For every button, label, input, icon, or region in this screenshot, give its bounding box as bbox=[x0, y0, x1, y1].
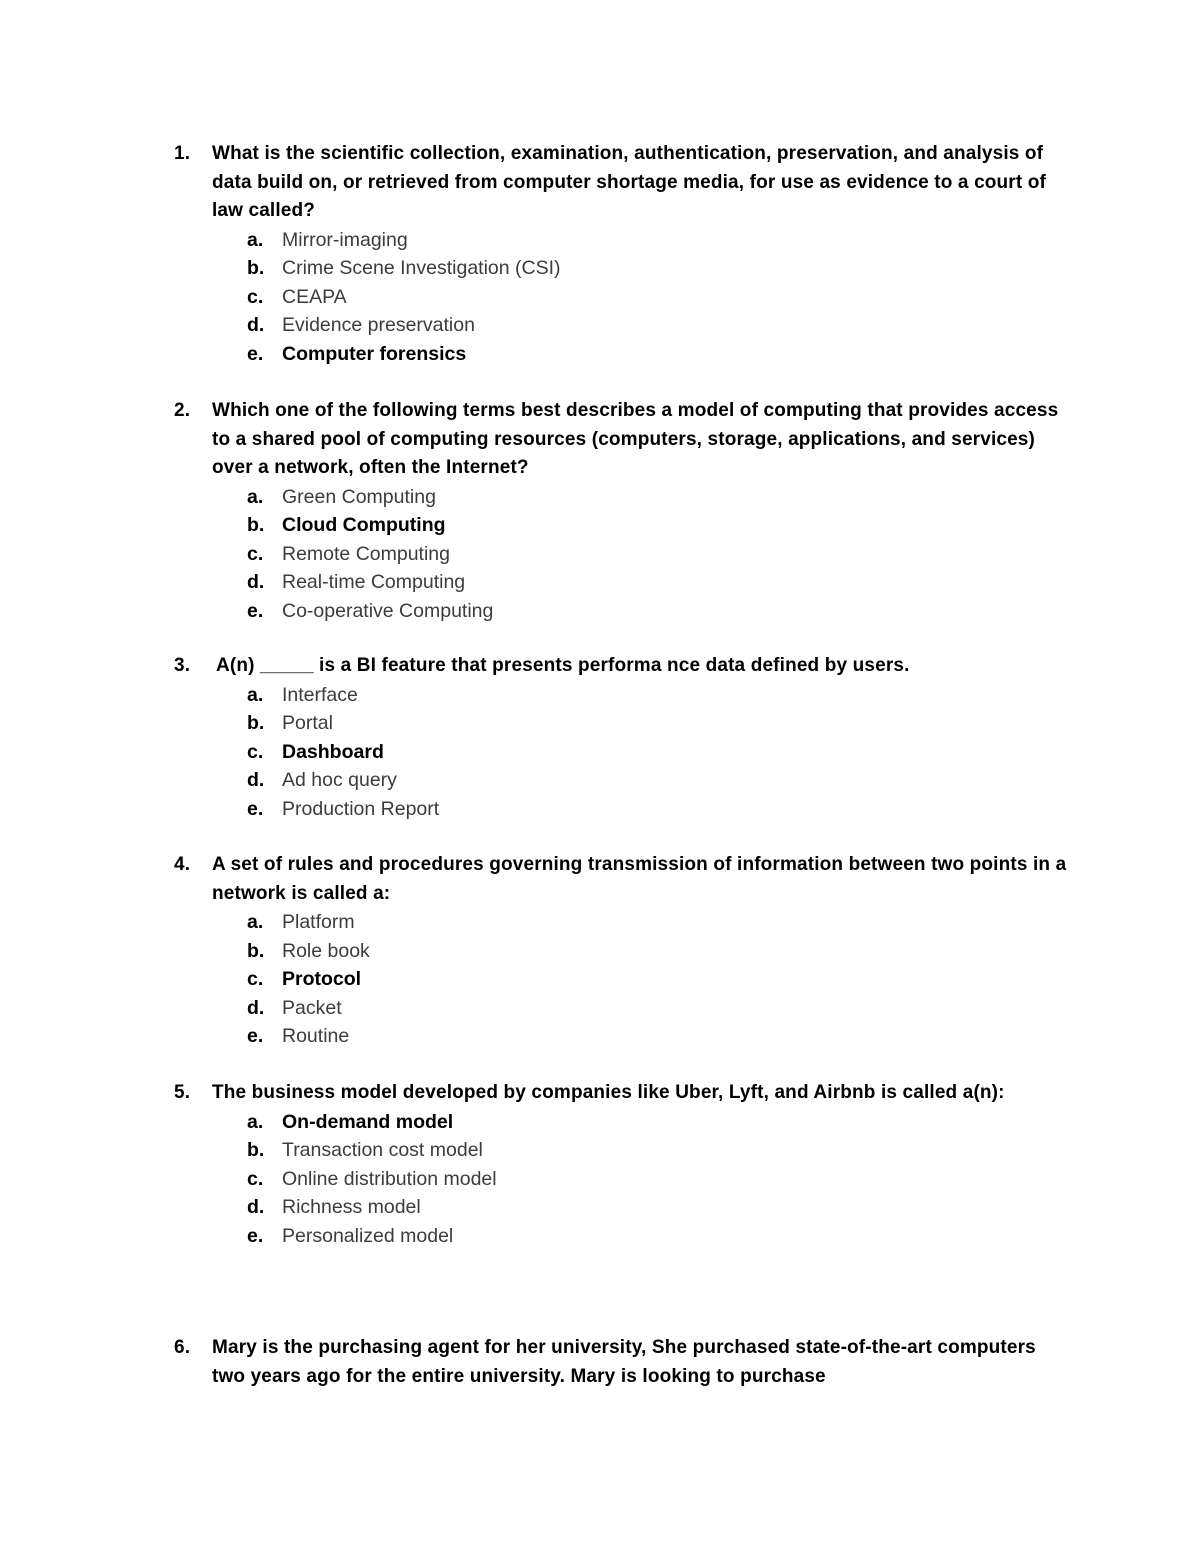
option-letter: c. bbox=[247, 1167, 264, 1190]
option-letter: d. bbox=[247, 571, 265, 593]
option-b bbox=[174, 511, 1074, 540]
option-letter: d. bbox=[247, 1196, 265, 1218]
question-3 bbox=[174, 652, 1074, 823]
option-letter: a. bbox=[247, 485, 264, 508]
option-letter: e. bbox=[247, 797, 264, 820]
option-letter: e. bbox=[247, 1224, 264, 1247]
option-text: Transaction cost model bbox=[282, 1139, 483, 1161]
option-c bbox=[174, 965, 1074, 994]
option-letter: d. bbox=[247, 314, 265, 336]
question-1 bbox=[174, 140, 1074, 368]
question-5-prompt bbox=[174, 1079, 1074, 1108]
option-e bbox=[174, 795, 1074, 824]
question-text: A set of rules and procedures governing transmission of information between two points in a network is called a: bbox=[212, 854, 1067, 904]
option-d bbox=[174, 568, 1074, 597]
question-4 bbox=[174, 851, 1074, 1051]
question-3-prompt bbox=[174, 652, 1074, 681]
option-letter: a. bbox=[247, 911, 264, 933]
question-4-prompt bbox=[174, 851, 1074, 908]
option-letter: b. bbox=[247, 939, 265, 962]
option-text: On-demand model bbox=[282, 1110, 454, 1133]
option-c bbox=[174, 540, 1074, 569]
option-e bbox=[174, 1222, 1074, 1251]
option-text: Richness model bbox=[282, 1196, 421, 1218]
question-text: What is the scientific collection, examination, authentication, preservation, and analysis of data build on, or retrieved from computer shortage media, for use as evidence to a court of law called? bbox=[212, 143, 1046, 221]
option-letter: a. bbox=[247, 228, 264, 251]
option-a bbox=[174, 681, 1074, 710]
option-a bbox=[174, 908, 1074, 937]
option-c bbox=[174, 738, 1074, 767]
option-b bbox=[174, 1136, 1074, 1165]
option-letter: d. bbox=[247, 996, 265, 1019]
option-d bbox=[174, 766, 1074, 795]
question-1-prompt bbox=[174, 140, 1074, 226]
option-letter: d. bbox=[247, 769, 265, 791]
option-text: Computer forensics bbox=[282, 342, 467, 365]
question-6-prompt bbox=[174, 1334, 1074, 1391]
option-letter: b. bbox=[247, 514, 265, 536]
option-letter: e. bbox=[247, 599, 264, 622]
option-text: Online distribution model bbox=[282, 1167, 497, 1190]
option-text: Real-time Computing bbox=[282, 571, 466, 593]
option-list bbox=[174, 1108, 1074, 1251]
option-text: Protocol bbox=[282, 968, 362, 990]
option-list bbox=[174, 681, 1074, 824]
option-letter: b. bbox=[247, 1139, 265, 1161]
question-number: 4. bbox=[174, 854, 191, 875]
option-text: Mirror-imaging bbox=[282, 228, 408, 251]
question-6 bbox=[174, 1334, 1074, 1391]
option-a bbox=[174, 226, 1074, 255]
question-number: 6. bbox=[174, 1337, 191, 1358]
question-text: Which one of the following terms best describes a model of computing that provides access to a shared pool of computing resources (computers, storage, applications, and services) over a network, often the Internet? bbox=[212, 400, 1059, 478]
option-d bbox=[174, 1193, 1074, 1222]
option-letter: a. bbox=[247, 1110, 264, 1133]
option-text: CEAPA bbox=[282, 285, 347, 308]
option-list bbox=[174, 483, 1074, 626]
option-text: Green Computing bbox=[282, 485, 436, 508]
question-number: 3. bbox=[174, 655, 191, 676]
option-letter: e. bbox=[247, 1025, 264, 1047]
option-letter: c. bbox=[247, 968, 264, 990]
option-letter: c. bbox=[247, 285, 264, 308]
option-d bbox=[174, 994, 1074, 1023]
option-b bbox=[174, 937, 1074, 966]
option-letter: e. bbox=[247, 342, 264, 365]
option-text: Cloud Computing bbox=[282, 514, 446, 536]
option-e bbox=[174, 1022, 1074, 1051]
question-number: 5. bbox=[174, 1082, 191, 1103]
question-2-prompt bbox=[174, 397, 1074, 483]
option-list bbox=[174, 908, 1074, 1051]
option-text: Personalized model bbox=[282, 1224, 454, 1247]
option-e bbox=[174, 340, 1074, 369]
question-number: 1. bbox=[174, 143, 191, 164]
question-text: Mary is the purchasing agent for her university, She purchased state-of-the-art computers two years ago for the entire university. Mary is looking to purchase bbox=[212, 1337, 1036, 1387]
option-text: Platform bbox=[282, 911, 355, 933]
option-list bbox=[174, 226, 1074, 369]
option-text: Interface bbox=[282, 683, 358, 706]
question-text: A(n) _____ is a BI feature that presents performa nce data defined by users. bbox=[216, 655, 910, 676]
option-a bbox=[174, 1108, 1074, 1137]
option-b bbox=[174, 254, 1074, 283]
option-letter: b. bbox=[247, 257, 265, 279]
question-text: The business model developed by companies like Uber, Lyft, and Airbnb is called a(n): bbox=[212, 1082, 1005, 1103]
option-e bbox=[174, 597, 1074, 626]
option-d bbox=[174, 311, 1074, 340]
option-b bbox=[174, 709, 1074, 738]
option-text: Portal bbox=[282, 712, 333, 734]
option-a bbox=[174, 483, 1074, 512]
option-text: Production Report bbox=[282, 797, 440, 820]
option-letter: c. bbox=[247, 740, 264, 763]
option-letter: b. bbox=[247, 712, 265, 734]
option-c bbox=[174, 1165, 1074, 1194]
option-text: Remote Computing bbox=[282, 542, 450, 565]
option-c bbox=[174, 283, 1074, 312]
option-text: Crime Scene Investigation (CSI) bbox=[282, 257, 561, 279]
option-text: Co-operative Computing bbox=[282, 599, 494, 622]
option-text: Routine bbox=[282, 1025, 350, 1047]
option-text: Packet bbox=[282, 996, 342, 1019]
option-text: Ad hoc query bbox=[282, 769, 397, 791]
question-number: 2. bbox=[174, 400, 191, 421]
option-text: Role book bbox=[282, 939, 370, 962]
option-letter: c. bbox=[247, 542, 264, 565]
option-text: Dashboard bbox=[282, 740, 384, 763]
option-text: Evidence preservation bbox=[282, 314, 475, 336]
question-2 bbox=[174, 397, 1074, 625]
question-5 bbox=[174, 1079, 1074, 1250]
option-letter: a. bbox=[247, 683, 264, 706]
